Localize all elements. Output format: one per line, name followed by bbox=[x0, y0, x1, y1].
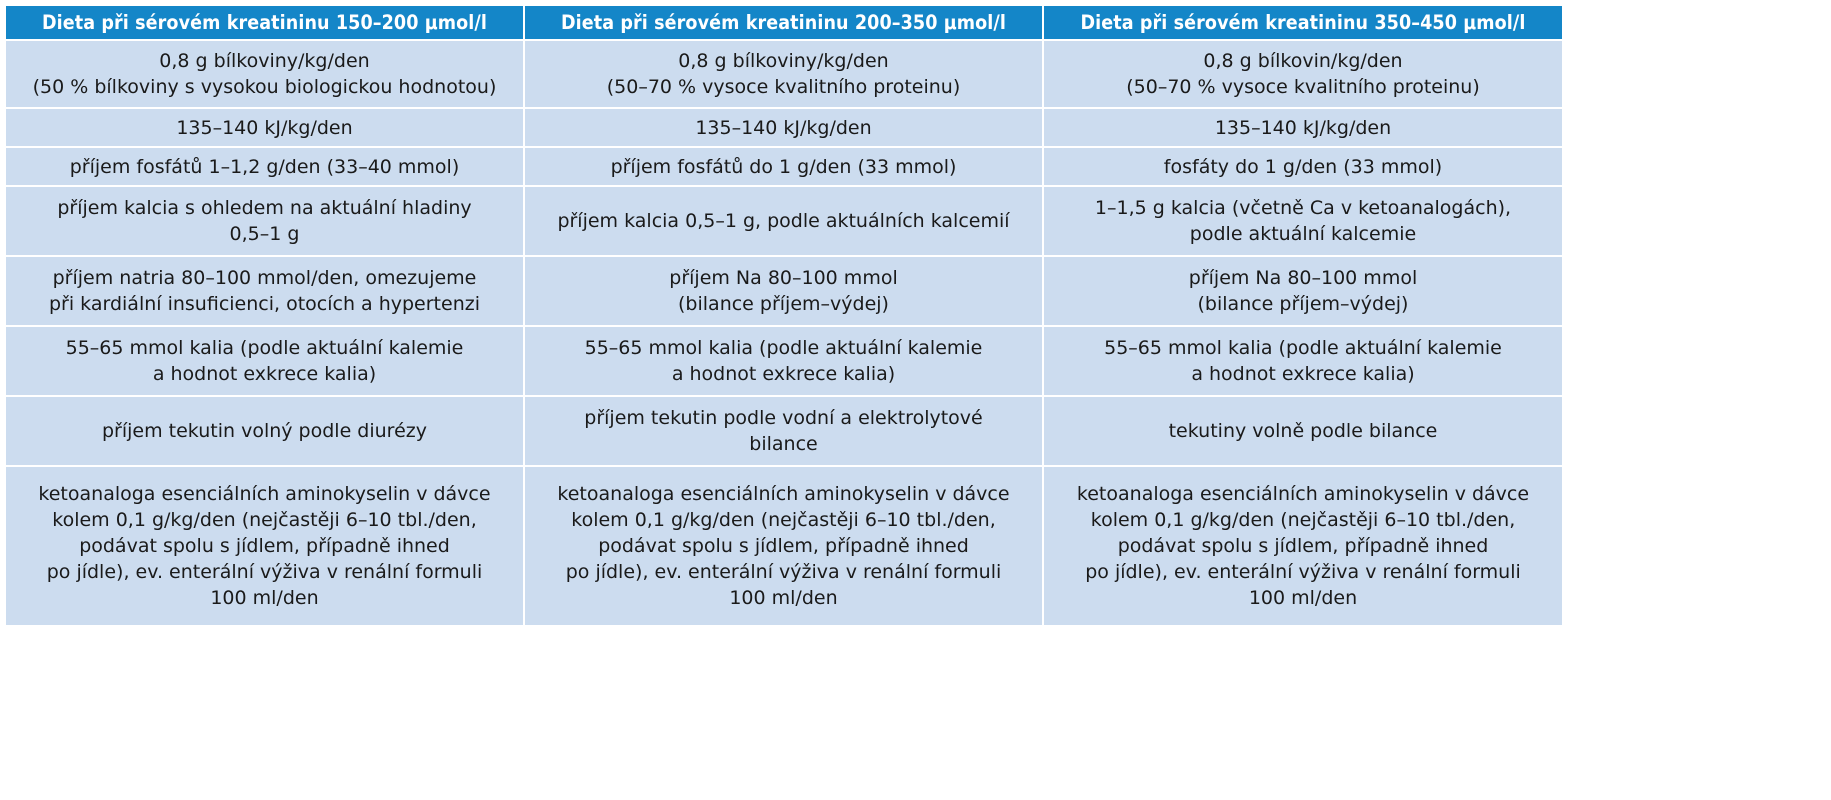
table-cell bbox=[6, 40, 524, 108]
diet-table bbox=[6, 6, 1562, 625]
table-cell bbox=[1043, 186, 1562, 256]
table-cell bbox=[1043, 108, 1562, 147]
table-row-phosphate bbox=[6, 147, 1562, 186]
table-body bbox=[6, 40, 1562, 625]
cell-text: příjem Na 80–100 mmol (bilance příjem–výdej) bbox=[1188, 267, 1418, 315]
table-row-calcium bbox=[6, 186, 1562, 256]
cell-text: fosfáty do 1 g/den (33 mmol) bbox=[1163, 155, 1443, 178]
table-cell bbox=[6, 186, 524, 256]
cell-text: ketoanaloga esenciálních aminokyselin v dávce kolem 0,1 g/kg/den (nejčastěji 6–10 tbl./den, podávat spolu s jídlem, případně ihned po jídle), ev. enterální výživa v renální formuli 100 ml/den bbox=[1076, 483, 1530, 609]
table-cell bbox=[524, 396, 1043, 466]
cell-text: 135–140 kJ/kg/den bbox=[1214, 116, 1392, 139]
table-cell bbox=[1043, 147, 1562, 186]
table-cell bbox=[6, 326, 524, 396]
cell-text: 1–1,5 g kalcia (včetně Ca v ketoanalogách), podle aktuální kalcemie bbox=[1094, 197, 1512, 245]
column-header-200-350: Dieta při sérovém kreatininu 200–350 μmol/l bbox=[524, 6, 1043, 40]
cell-text: 0,8 g bílkoviny/kg/den (50–70 % vysoce kvalitního proteinu) bbox=[606, 50, 961, 98]
cell-text: příjem kalcia s ohledem na aktuální hladiny 0,5–1 g bbox=[57, 197, 472, 245]
column-header-150-200: Dieta při sérovém kreatininu 150–200 μmol/l bbox=[6, 6, 524, 40]
table-cell bbox=[1043, 256, 1562, 326]
table-row-energy bbox=[6, 108, 1562, 147]
table-cell bbox=[524, 108, 1043, 147]
table-row-sodium bbox=[6, 256, 1562, 326]
table-cell bbox=[1043, 326, 1562, 396]
table-row-fluids bbox=[6, 396, 1562, 466]
cell-text: 0,8 g bílkovin/kg/den (50–70 % vysoce kvalitního proteinu) bbox=[1126, 50, 1480, 98]
cell-text: příjem tekutin volný podle diurézy bbox=[102, 420, 427, 442]
cell-text: příjem natria 80–100 mmol/den, omezujeme při kardiální insuficienci, otocích a hypertenzi bbox=[48, 267, 480, 315]
table-cell bbox=[524, 186, 1043, 256]
table-cell bbox=[524, 40, 1043, 108]
column-header-350-450: Dieta při sérovém kreatininu 350–450 μmol/l bbox=[1043, 6, 1562, 40]
cell-text: ketoanaloga esenciálních aminokyselin v dávce kolem 0,1 g/kg/den (nejčastěji 6–10 tbl./den, podávat spolu s jídlem, případně ihned po jídle), ev. enterální výživa v renální formuli 100 ml/den bbox=[38, 483, 491, 609]
cell-text: tekutiny volně podle bilance bbox=[1168, 420, 1438, 442]
cell-text: příjem tekutin podle vodní a elektrolytové bilance bbox=[584, 407, 983, 455]
cell-text: příjem fosfátů do 1 g/den (33 mmol) bbox=[610, 155, 957, 178]
table-cell bbox=[1043, 466, 1562, 625]
table-header bbox=[6, 6, 1562, 40]
cell-text: 55–65 mmol kalia (podle aktuální kalemie a hodnot exkrece kalia) bbox=[584, 337, 983, 385]
header-row bbox=[6, 6, 1562, 40]
table-cell bbox=[524, 256, 1043, 326]
cell-text: 135–140 kJ/kg/den bbox=[695, 116, 872, 139]
table-cell bbox=[1043, 396, 1562, 466]
table-row-ketoanalogues bbox=[6, 466, 1562, 625]
table-cell bbox=[524, 147, 1043, 186]
cell-text: příjem kalcia 0,5–1 g, podle aktuálních kalcemií bbox=[557, 210, 1010, 232]
cell-text: 0,8 g bílkoviny/kg/den (50 % bílkoviny s vysokou biologickou hodnotou) bbox=[32, 50, 497, 98]
cell-text: příjem Na 80–100 mmol (bilance příjem–výdej) bbox=[669, 267, 898, 315]
table-cell bbox=[6, 466, 524, 625]
table-cell bbox=[6, 396, 524, 466]
table-cell bbox=[1043, 40, 1562, 108]
cell-text: ketoanaloga esenciálních aminokyselin v dávce kolem 0,1 g/kg/den (nejčastěji 6–10 tbl./den, podávat spolu s jídlem, případně ihned po jídle), ev. enterální výživa v renální formuli 100 ml/den bbox=[557, 483, 1010, 609]
table-cell bbox=[524, 326, 1043, 396]
table-cell bbox=[6, 108, 524, 147]
table-row-protein bbox=[6, 40, 1562, 108]
cell-text: 135–140 kJ/kg/den bbox=[176, 116, 353, 139]
cell-text: 55–65 mmol kalia (podle aktuální kalemie a hodnot exkrece kalia) bbox=[65, 337, 464, 385]
table-cell bbox=[6, 256, 524, 326]
table-row-potassium bbox=[6, 326, 1562, 396]
table-cell bbox=[524, 466, 1043, 625]
cell-text: příjem fosfátů 1–1,2 g/den (33–40 mmol) bbox=[69, 155, 460, 178]
cell-text: 55–65 mmol kalia (podle aktuální kalemie a hodnot exkrece kalia) bbox=[1104, 337, 1502, 385]
table-cell bbox=[6, 147, 524, 186]
